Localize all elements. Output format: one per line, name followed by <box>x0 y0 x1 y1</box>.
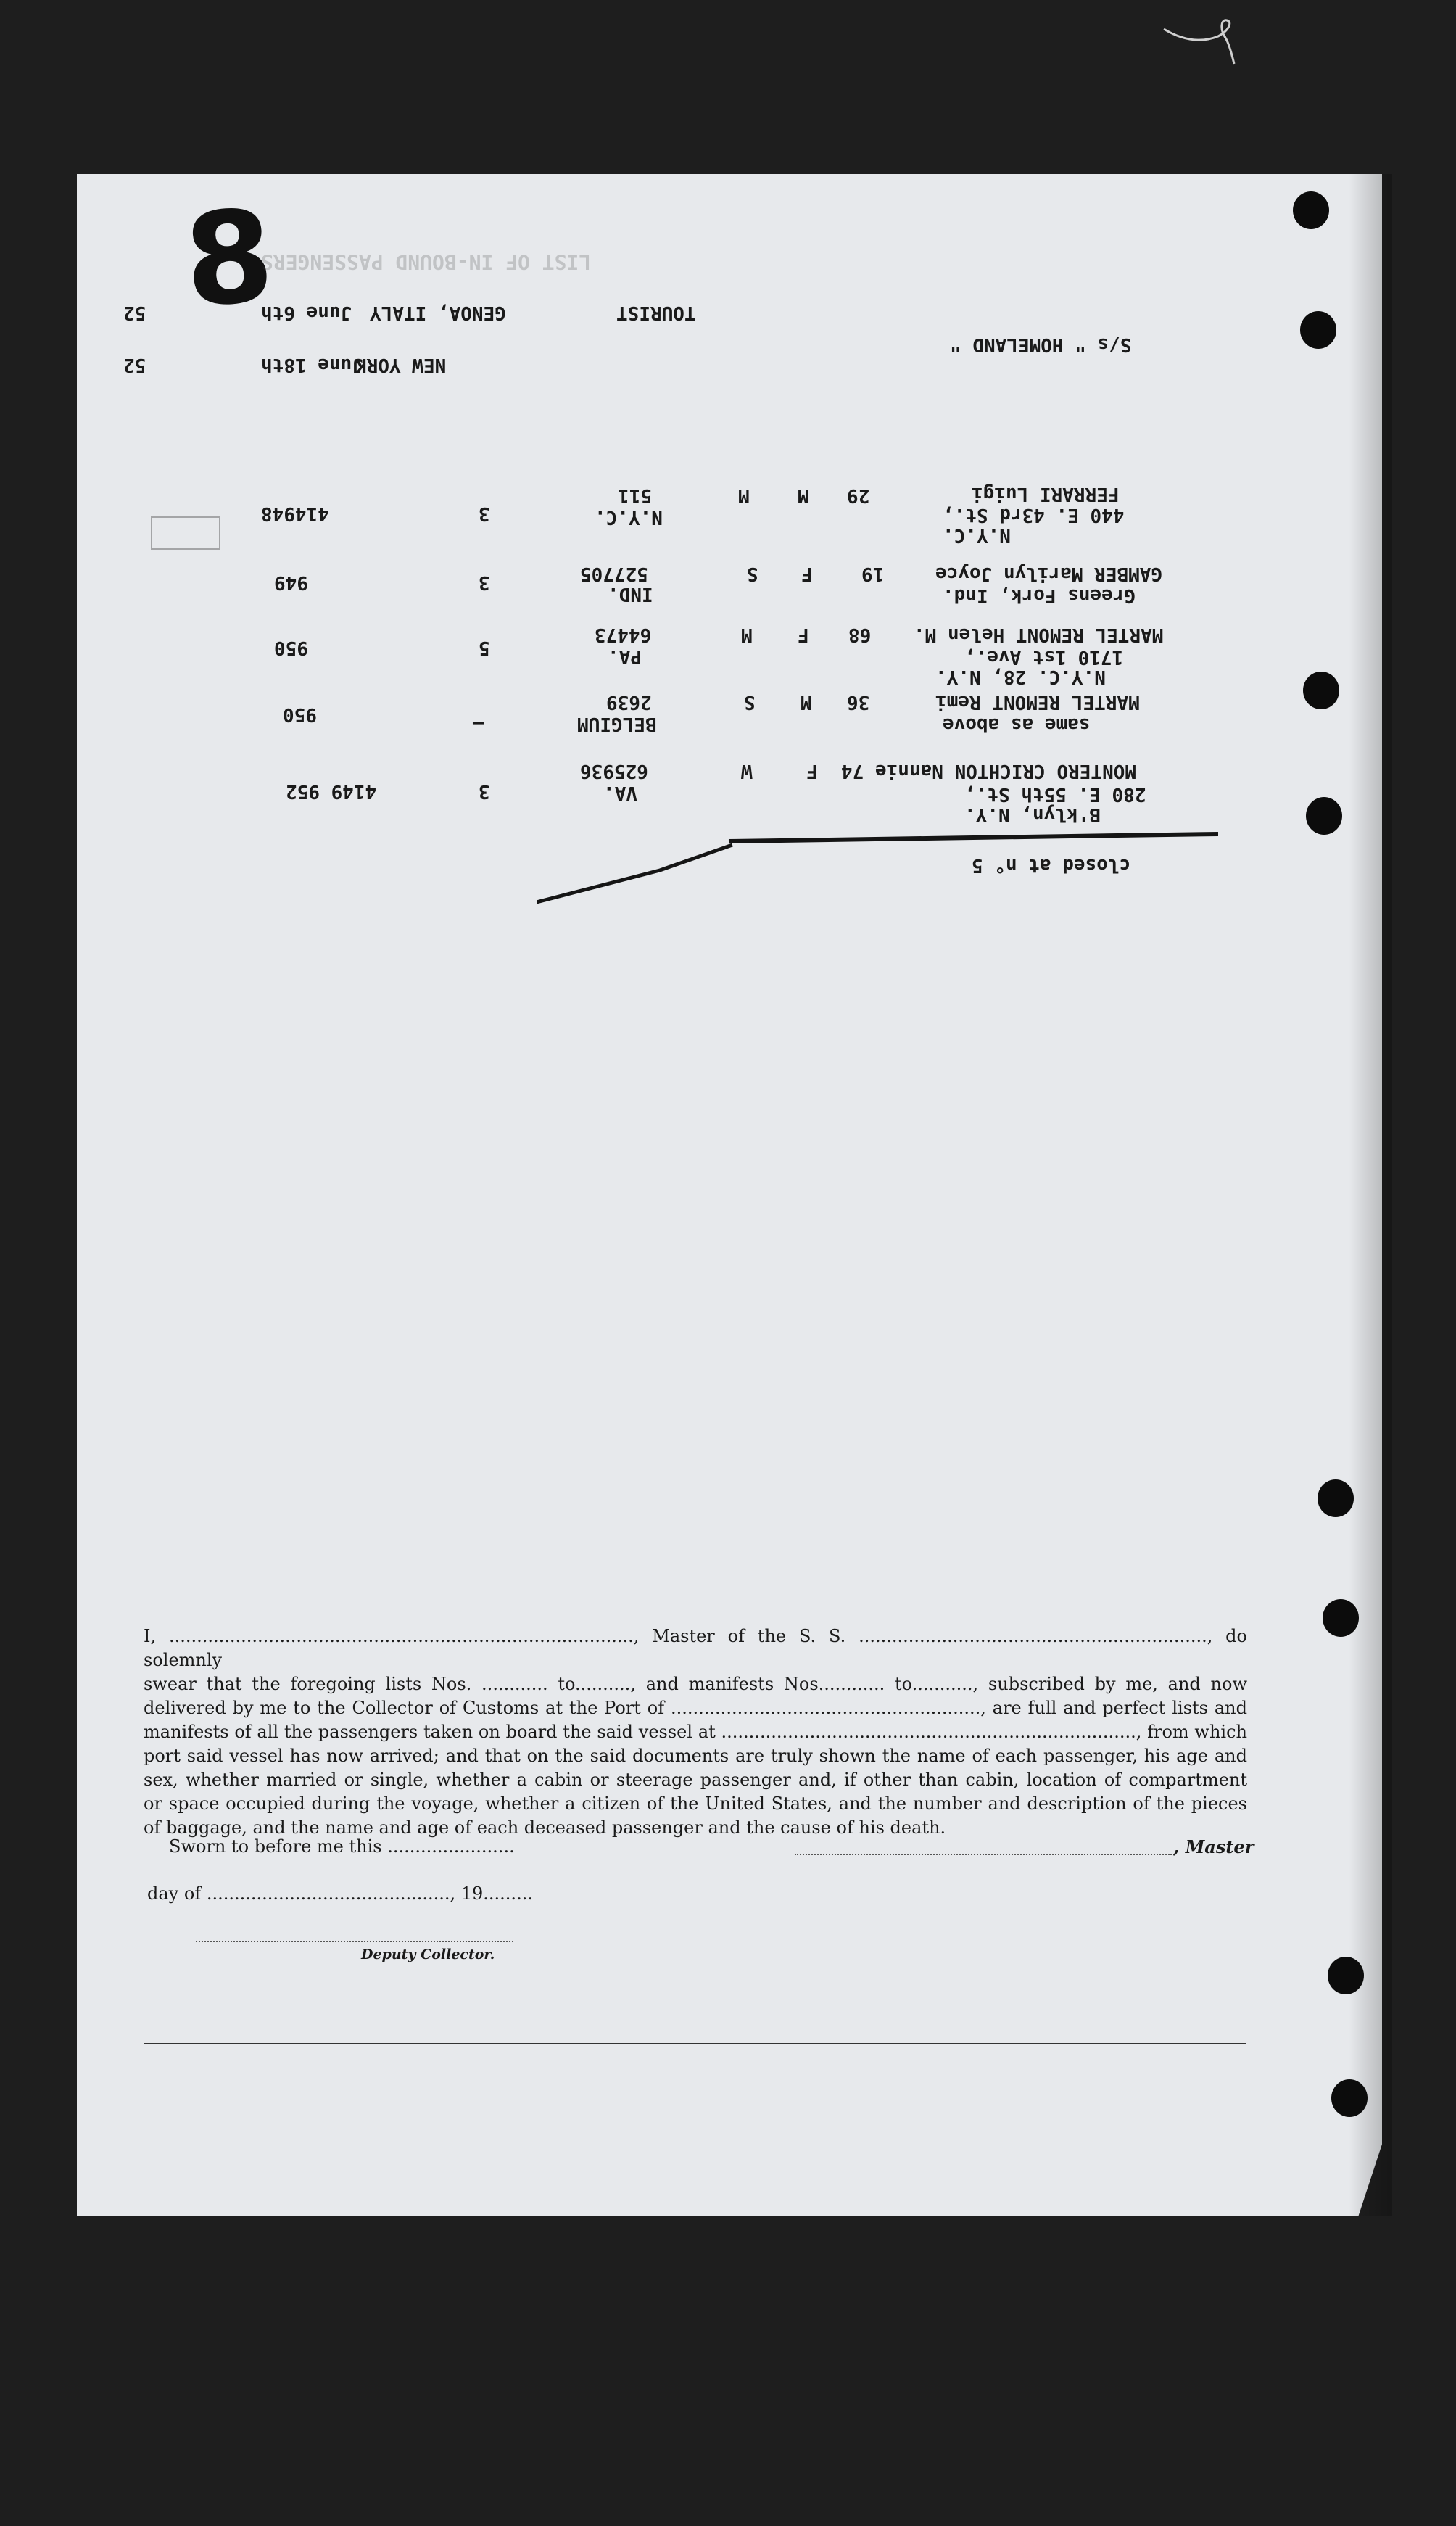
departure-date: June 6th <box>261 302 352 323</box>
pencil-scribble <box>1160 7 1247 65</box>
class-code: 5 <box>479 637 490 659</box>
departure-port: GENOA, ITALY <box>370 302 506 323</box>
class-code: 3 <box>479 503 490 524</box>
page-number: 8 <box>180 183 278 336</box>
punch-hole <box>1328 1957 1364 1994</box>
name-line3: N.Y.C. 28, N.Y. <box>935 666 1106 688</box>
punch-hole <box>1323 1599 1359 1637</box>
class-code: 3 <box>479 571 490 593</box>
faint-stamp <box>151 516 220 550</box>
ref-number: 414948 <box>261 503 329 524</box>
sex: M <box>801 691 812 713</box>
punch-hole <box>1300 311 1336 349</box>
punch-hole <box>1293 191 1329 229</box>
ref-number: 4149 952 <box>286 780 377 802</box>
oath-line: sex, whether married or single, whether a cabin or steerage passenger and, if other than cabin, location of compartment <box>144 1770 1247 1790</box>
name-line1: MONTERO CRICHTON Nannie 74 <box>841 760 1136 782</box>
name-line1: MARTEL REMONT Remi <box>935 691 1140 713</box>
name-line2: 440 E. 43rd St., <box>943 504 1125 526</box>
oath-line: port said vessel has now arrived; and that on the said documents are truly shown the name of each passenger, his age and <box>144 1746 1247 1766</box>
sex: F <box>806 760 818 782</box>
oath-line: delivered by me to the Collector of Customs at the Port of ........................................................, are full and perfect lists and <box>144 1698 1247 1718</box>
punch-hole <box>1331 2079 1368 2117</box>
number-line2: VA. <box>603 782 637 804</box>
age: 68 <box>848 624 872 645</box>
closed-note: closed at n° 5 <box>972 854 1131 876</box>
punch-hole <box>1306 797 1342 835</box>
number-line2: PA. <box>608 645 642 667</box>
year-bottom: 52 <box>123 354 146 376</box>
name-line2: 1710 1st Ave., <box>964 646 1124 668</box>
name-line3: B'klyn, N.Y. <box>964 804 1101 825</box>
sex: M <box>798 484 809 506</box>
age: 19 <box>861 563 885 585</box>
age: 29 <box>847 484 870 506</box>
marital: M <box>741 624 753 645</box>
bottom-rule <box>144 2043 1246 2044</box>
name-line2: same as above <box>943 714 1091 735</box>
number: 511 <box>618 484 652 506</box>
oath-line: I, ...................................................................................., Master of the S. S. ..............................................................., do solemnly <box>144 1626 1247 1670</box>
ref-number: 950 <box>274 637 308 659</box>
ref-number: 950 <box>283 703 317 725</box>
number: 527705 <box>580 563 648 585</box>
punch-hole <box>1303 672 1339 709</box>
marital: W <box>741 760 753 782</box>
page-edge-shadow <box>1349 174 1392 2216</box>
master-label: , Master <box>1173 1836 1254 1857</box>
sex: F <box>801 563 813 585</box>
arrival-port: NEW YORK <box>355 354 447 376</box>
year-top: 52 <box>123 302 146 323</box>
oath-line: or space occupied during the voyage, whether a citizen of the United States, and the number and description of the pieces <box>144 1794 1247 1814</box>
class-label: TOURIST <box>616 302 696 323</box>
name-line3: N.Y.C. <box>943 524 1011 546</box>
name-line1: MARTEL REMONT Helen M. <box>914 624 1164 645</box>
number-line2: BELGIUM <box>577 713 657 735</box>
number-line2: IND. <box>608 583 653 605</box>
oath-line: manifests of all the passengers taken on board the said vessel at ..........................................................................., from which <box>144 1722 1247 1742</box>
deputy-collector-label: Deputy Collector. <box>361 1947 495 1962</box>
name-line1: GAMBER Marilyn Joyce <box>935 563 1163 585</box>
manifest-page <box>77 174 1382 2216</box>
marital: S <box>744 691 756 713</box>
class-code: 3 <box>479 780 490 802</box>
master-signature-line <box>795 1854 1172 1855</box>
ref-number: 949 <box>274 571 308 593</box>
oath-line: of baggage, and the name and age of each deceased passenger and the cause of his death. <box>144 1817 946 1838</box>
number-line2: N.Y.C. <box>595 506 663 528</box>
faint-list-title: LIST OF IN-BOUND PASSENGERS <box>261 250 592 274</box>
name-line1: FERRARI Luigi <box>972 483 1120 505</box>
sex: F <box>798 624 809 645</box>
class-code: — <box>473 713 484 735</box>
ship-name: S/s " HOMELAND " <box>950 334 1132 355</box>
marital: S <box>747 563 758 585</box>
marital: M <box>738 484 750 506</box>
master-oath <box>144 1625 1247 1840</box>
age: 36 <box>847 691 870 713</box>
number: 625936 <box>580 760 648 782</box>
deputy-signature-line <box>196 1941 513 1942</box>
day-of-text: day of ............................................, 19......... <box>147 1883 533 1904</box>
arrival-date: June 18th <box>261 354 363 376</box>
sworn-text: Sworn to before me this ....................... <box>169 1836 515 1857</box>
name-line2: 280 E. 55th St., <box>964 783 1146 805</box>
name-line2: Greens Fork, Ind. <box>943 585 1136 606</box>
punch-hole <box>1318 1479 1354 1517</box>
number: 64473 <box>595 624 652 645</box>
oath-line: swear that the foregoing lists Nos. ............ to.........., and manifests Nos............ to..........., subscribed by me, and now <box>144 1674 1247 1694</box>
number: 2639 <box>606 691 652 713</box>
